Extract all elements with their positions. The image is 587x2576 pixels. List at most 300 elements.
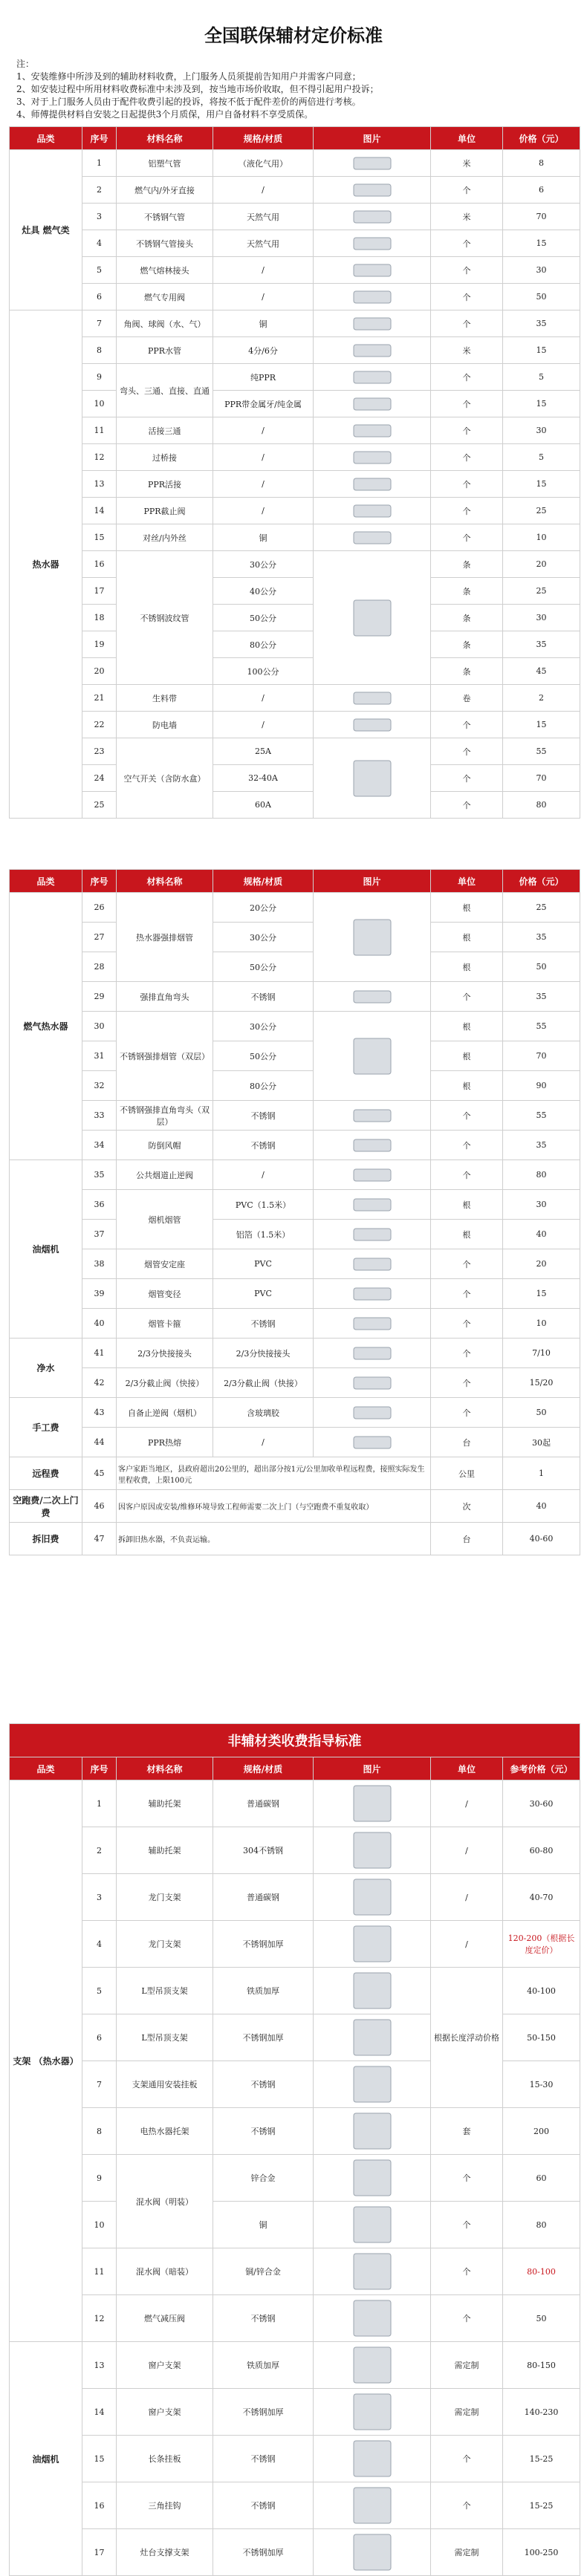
table-row xyxy=(10,1220,580,1249)
column-header: 规格/材质 xyxy=(213,127,314,150)
material-photo-icon xyxy=(343,1404,401,1422)
unit: 个 xyxy=(431,524,503,551)
unit: 卷 xyxy=(431,685,503,712)
material-name: 防倒风帽 xyxy=(117,1131,213,1160)
price: 60 xyxy=(503,2155,580,2202)
row-number: 7 xyxy=(82,2061,117,2108)
price: 80-100 xyxy=(503,2248,580,2295)
price: 45 xyxy=(503,658,580,685)
row-number: 44 xyxy=(82,1428,117,1457)
table-row xyxy=(10,391,580,417)
material-name: 角阀、球阀（水、气） xyxy=(117,310,213,337)
image-cell xyxy=(314,2529,431,2576)
material-spec: / xyxy=(213,444,314,471)
image-cell xyxy=(314,2342,431,2389)
row-number: 4 xyxy=(82,1921,117,1968)
price: 50 xyxy=(503,1398,580,1428)
table-row xyxy=(10,893,580,923)
material-spec: 4分/6分 xyxy=(213,337,314,364)
nipple-icon xyxy=(343,529,401,547)
image-cell xyxy=(314,712,431,738)
table-row xyxy=(10,2342,580,2389)
table-row xyxy=(10,1339,580,1368)
price: 15/20 xyxy=(503,1368,580,1398)
price: 50 xyxy=(503,952,580,982)
yellow-hose-icon xyxy=(343,155,401,172)
table-row xyxy=(10,2202,580,2248)
unit: 个 xyxy=(431,1131,503,1160)
anti-shock-icon xyxy=(343,716,401,734)
bridge-icon xyxy=(343,449,401,466)
row-number: 20 xyxy=(82,658,117,685)
material-spec: 80公分 xyxy=(213,1071,314,1101)
row-number: 40 xyxy=(82,1309,117,1339)
table-row xyxy=(10,551,580,578)
category-cell: 空跑费/二次上门费 xyxy=(10,1490,82,1523)
table-header-row xyxy=(10,127,580,150)
image-cell xyxy=(314,257,431,284)
row-number: 4 xyxy=(82,230,117,257)
material-spec: / xyxy=(213,498,314,524)
product-photo-icon xyxy=(343,2436,401,2481)
unit: 根 xyxy=(431,1071,503,1101)
material-spec: / xyxy=(213,471,314,498)
column-header: 规格/材质 xyxy=(213,870,314,893)
breaker-icon xyxy=(343,756,401,801)
price: 10 xyxy=(503,524,580,551)
row-number: 14 xyxy=(82,2389,117,2436)
category-cell: 燃气热水器 xyxy=(10,893,82,1160)
row-number: 8 xyxy=(82,337,117,364)
image-cell xyxy=(314,471,431,498)
price: 15 xyxy=(503,391,580,417)
material-name: 热水器强排烟管 xyxy=(117,893,213,982)
table-row xyxy=(10,1160,580,1190)
material-spec: （液化气用） xyxy=(213,150,314,177)
material-spec: 不锈钢 xyxy=(213,2482,314,2529)
ppr-pipe-icon xyxy=(343,342,401,360)
material-name: 强排直角弯头 xyxy=(117,982,213,1012)
row-number: 31 xyxy=(82,1041,117,1071)
price: 40 xyxy=(503,1220,580,1249)
unit: 个 xyxy=(431,792,503,819)
product-photo-icon xyxy=(343,1875,401,1919)
unit: 个 xyxy=(431,1101,503,1131)
table-row xyxy=(10,310,580,337)
material-spec: 50公分 xyxy=(213,952,314,982)
price: 100-250 xyxy=(503,2529,580,2576)
table-row xyxy=(10,952,580,982)
material-name: 自备止逆阀（烟机） xyxy=(117,1398,213,1428)
table-row xyxy=(10,1041,580,1071)
column-header: 品类 xyxy=(10,1757,82,1780)
row-number: 5 xyxy=(82,1968,117,2014)
column-header: 材料名称 xyxy=(117,127,213,150)
price: 15 xyxy=(503,1279,580,1309)
unit: / xyxy=(431,1827,503,1874)
price: 6 xyxy=(503,177,580,204)
price: 55 xyxy=(503,738,580,765)
table-row xyxy=(10,1921,580,1968)
price: 40 xyxy=(503,1490,580,1523)
material-spec: 100公分 xyxy=(213,658,314,685)
image-cell xyxy=(314,498,431,524)
aux-material-table-2 xyxy=(9,869,580,1555)
table-row xyxy=(10,257,580,284)
material-photo-icon xyxy=(343,1315,401,1333)
material-spec: 20公分 xyxy=(213,893,314,923)
unit: 个 xyxy=(431,1160,503,1190)
unit: 需定制 xyxy=(431,2342,503,2389)
material-spec: 80公分 xyxy=(213,631,314,658)
material-spec: 不锈钢 xyxy=(213,2295,314,2342)
column-header: 参考价格（元） xyxy=(503,1757,580,1780)
material-name: 活接三通 xyxy=(117,417,213,444)
brass-fitting-icon xyxy=(343,181,401,199)
category-cell: 净水 xyxy=(10,1339,82,1398)
pipe-joint-icon xyxy=(343,235,401,253)
unit: 个 xyxy=(431,1309,503,1339)
price: 15 xyxy=(503,712,580,738)
column-header: 价格（元） xyxy=(503,127,580,150)
row-number: 15 xyxy=(82,2436,117,2482)
material-spec: 天然气用 xyxy=(213,230,314,257)
material-spec: 50公分 xyxy=(213,605,314,631)
table-row xyxy=(10,1012,580,1041)
row-number: 27 xyxy=(82,923,117,952)
price: 30起 xyxy=(503,1428,580,1457)
unit: 个 xyxy=(431,2436,503,2482)
image-cell xyxy=(314,1131,431,1160)
table-row xyxy=(10,1190,580,1220)
unit: 次 xyxy=(431,1490,503,1523)
row-number: 34 xyxy=(82,1131,117,1160)
material-name: 2/3分截止阀（快接） xyxy=(117,1368,213,1398)
material-name: 灶台支撑支架 xyxy=(117,2529,213,2576)
material-name: 不锈钢波纹管 xyxy=(117,551,213,685)
price: 20 xyxy=(503,1249,580,1279)
price: 15-25 xyxy=(503,2436,580,2482)
tee-icon xyxy=(343,422,401,440)
price: 40-70 xyxy=(503,1874,580,1921)
image-cell xyxy=(314,738,431,819)
table-row xyxy=(10,1249,580,1279)
row-number: 32 xyxy=(82,1071,117,1101)
unit: 个 xyxy=(431,230,503,257)
material-name: 烟管变径 xyxy=(117,1279,213,1309)
row-number: 47 xyxy=(82,1523,117,1555)
table-banner: 非辅材类收费指导标准 xyxy=(10,1724,580,1757)
notes xyxy=(16,58,566,121)
unit: / xyxy=(431,1780,503,1827)
material-name: 公共烟道止逆阀 xyxy=(117,1160,213,1190)
material-spec: 30公分 xyxy=(213,1012,314,1041)
table-row xyxy=(10,2155,580,2202)
table-row xyxy=(10,1131,580,1160)
material-spec: 304不锈钢 xyxy=(213,1827,314,1874)
material-spec: 30公分 xyxy=(213,551,314,578)
row-number: 29 xyxy=(82,982,117,1012)
material-spec: 40公分 xyxy=(213,578,314,605)
row-number: 30 xyxy=(82,1012,117,1041)
image-cell xyxy=(314,2202,431,2248)
row-number: 17 xyxy=(82,2529,117,2576)
image-cell xyxy=(314,177,431,204)
material-name: 窗户支架 xyxy=(117,2389,213,2436)
unit: 根 xyxy=(431,923,503,952)
unit: / xyxy=(431,1921,503,1968)
unit: 个 xyxy=(431,1249,503,1279)
image-cell xyxy=(314,1190,431,1220)
price: 35 xyxy=(503,1131,580,1160)
fee-description: 因客户原因或安装/维修环境导致工程师需要二次上门（与空跑费不重复收取） xyxy=(117,1490,431,1523)
table-row xyxy=(10,2248,580,2295)
table-row xyxy=(10,1398,580,1428)
material-name: 烟管安定座 xyxy=(117,1249,213,1279)
material-name: 辅助托架 xyxy=(117,1827,213,1874)
image-cell xyxy=(314,230,431,257)
material-name: 龙门支架 xyxy=(117,1921,213,1968)
material-name: 不锈钢气管 xyxy=(117,204,213,230)
unit: 公里 xyxy=(431,1457,503,1490)
image-cell xyxy=(314,685,431,712)
table-row xyxy=(10,1874,580,1921)
image-cell xyxy=(314,444,431,471)
category-cell: 热水器 xyxy=(10,310,82,819)
price: 25 xyxy=(503,498,580,524)
table-row xyxy=(10,2482,580,2529)
price: 90 xyxy=(503,1071,580,1101)
unit: 个 xyxy=(431,310,503,337)
material-name: 空气开关（含防水盒） xyxy=(117,738,213,819)
material-photo-icon xyxy=(343,1255,401,1273)
image-cell xyxy=(314,337,431,364)
image-cell xyxy=(314,2155,431,2202)
page-title: 全国联保辅材定价标准 xyxy=(204,25,383,46)
image-cell xyxy=(314,2014,431,2061)
material-spec: 普通碳钢 xyxy=(213,1780,314,1827)
image-cell xyxy=(314,310,431,337)
material-photo-icon xyxy=(343,1285,401,1303)
material-spec: 25A xyxy=(213,738,314,765)
material-name: 龙门支架 xyxy=(117,1874,213,1921)
material-spec: 不锈钢 xyxy=(213,1309,314,1339)
row-number: 23 xyxy=(82,738,117,765)
price: 35 xyxy=(503,982,580,1012)
table-row xyxy=(10,982,580,1012)
row-number: 5 xyxy=(82,257,117,284)
unit: 个 xyxy=(431,364,503,391)
row-number: 18 xyxy=(82,605,117,631)
row-number: 12 xyxy=(82,2295,117,2342)
material-spec: PPR带金属牙/纯金属 xyxy=(213,391,314,417)
price: 30 xyxy=(503,257,580,284)
image-cell xyxy=(314,364,431,391)
price: 25 xyxy=(503,893,580,923)
unit: 根 xyxy=(431,1190,503,1220)
image-cell xyxy=(314,1279,431,1309)
price: 2 xyxy=(503,685,580,712)
table-header-row xyxy=(10,1757,580,1780)
table-row xyxy=(10,1279,580,1309)
unit: 个 xyxy=(431,982,503,1012)
price: 15-25 xyxy=(503,2482,580,2529)
product-photo-icon xyxy=(343,1922,401,1966)
material-name: 燃气专用阀 xyxy=(117,284,213,310)
image-cell xyxy=(314,1968,431,2014)
image-cell xyxy=(314,1101,431,1131)
unit: 个 xyxy=(431,2482,503,2529)
unit: 根 xyxy=(431,893,503,923)
row-number: 19 xyxy=(82,631,117,658)
row-number: 3 xyxy=(82,204,117,230)
image-cell xyxy=(314,2389,431,2436)
image-cell xyxy=(314,1012,431,1101)
row-number: 13 xyxy=(82,2342,117,2389)
tape-icon xyxy=(343,689,401,707)
product-photo-icon xyxy=(343,1781,401,1826)
material-photo-icon xyxy=(343,1374,401,1392)
material-spec: 不锈钢 xyxy=(213,2436,314,2482)
category-cell: 远程费 xyxy=(10,1457,82,1490)
material-name: 不锈钢强排烟管（双层） xyxy=(117,1012,213,1101)
material-name: 烟机烟管 xyxy=(117,1190,213,1249)
material-spec: / xyxy=(213,284,314,310)
unit: 个 xyxy=(431,417,503,444)
material-spec: 含玻璃胶 xyxy=(213,1398,314,1428)
unit: 根 xyxy=(431,1012,503,1041)
unit: / xyxy=(431,1874,503,1921)
table-row xyxy=(10,1428,580,1457)
price: 60-80 xyxy=(503,1827,580,1874)
row-number: 16 xyxy=(82,551,117,578)
price: 7/10 xyxy=(503,1339,580,1368)
row-number: 14 xyxy=(82,498,117,524)
material-name: PPR截止阀 xyxy=(117,498,213,524)
material-spec: 不锈钢加厚 xyxy=(213,2389,314,2436)
table-row xyxy=(10,1457,580,1490)
row-number: 11 xyxy=(82,417,117,444)
material-spec: 不锈钢 xyxy=(213,1101,314,1131)
flue-pipe-icon xyxy=(343,915,401,960)
image-cell xyxy=(314,284,431,310)
material-name: 长条挂板 xyxy=(117,2436,213,2482)
table-row xyxy=(10,284,580,310)
image-cell xyxy=(314,1339,431,1368)
material-spec: PVC xyxy=(213,1279,314,1309)
material-spec: 32-40A xyxy=(213,765,314,792)
unit: 条 xyxy=(431,578,503,605)
row-number: 24 xyxy=(82,765,117,792)
note-line: 2、如安装过程中所用材料收费标准中未涉及到，按当地市场价收取，但不得引起用户投诉； xyxy=(16,84,379,94)
price: 40-60 xyxy=(503,1523,580,1555)
price: 70 xyxy=(503,1041,580,1071)
price: 30-60 xyxy=(503,1780,580,1827)
price: 50 xyxy=(503,284,580,310)
image-cell xyxy=(314,204,431,230)
material-spec: / xyxy=(213,712,314,738)
material-name: 对丝/内外丝 xyxy=(117,524,213,551)
row-number: 35 xyxy=(82,1160,117,1190)
table-row xyxy=(10,444,580,471)
unit: 个 xyxy=(431,2295,503,2342)
material-name: 过桥接 xyxy=(117,444,213,471)
row-number: 43 xyxy=(82,1398,117,1428)
material-spec: 普通碳钢 xyxy=(213,1874,314,1921)
row-number: 10 xyxy=(82,2202,117,2248)
row-number: 45 xyxy=(82,1457,117,1490)
table-row xyxy=(10,923,580,952)
material-name: 支架通用安装挂板 xyxy=(117,2061,213,2108)
material-spec: 50公分 xyxy=(213,1041,314,1071)
table-row xyxy=(10,1101,580,1131)
product-photo-icon xyxy=(343,2249,401,2294)
unit: 个 xyxy=(431,712,503,738)
column-header: 图片 xyxy=(314,127,431,150)
table-row xyxy=(10,605,580,631)
unit: 根 xyxy=(431,1220,503,1249)
row-number: 15 xyxy=(82,524,117,551)
price: 50-150 xyxy=(503,2014,580,2061)
material-spec: 纯PPR xyxy=(213,364,314,391)
unit: 米 xyxy=(431,150,503,177)
unit: 条 xyxy=(431,605,503,631)
unit: 根 xyxy=(431,1041,503,1071)
material-photo-icon xyxy=(343,1136,401,1154)
row-number: 2 xyxy=(82,1827,117,1874)
category-cell: 灶具 燃气类 xyxy=(10,150,82,310)
image-cell xyxy=(314,1827,431,1874)
table-row xyxy=(10,685,580,712)
material-photo-icon xyxy=(343,1107,401,1125)
row-number: 17 xyxy=(82,578,117,605)
image-cell xyxy=(314,2295,431,2342)
unit: 个 xyxy=(431,1339,503,1368)
product-photo-icon xyxy=(343,2296,401,2341)
material-spec: PVC（1.5米） xyxy=(213,1190,314,1220)
price: 15 xyxy=(503,337,580,364)
row-number: 26 xyxy=(82,893,117,923)
product-photo-icon xyxy=(343,2390,401,2434)
category-cell: 油烟机 xyxy=(10,1160,82,1339)
unit: 个 xyxy=(431,765,503,792)
material-spec: 铝箔（1.5米） xyxy=(213,1220,314,1249)
row-number: 42 xyxy=(82,1368,117,1398)
table-row xyxy=(10,1368,580,1398)
image-cell xyxy=(314,2248,431,2295)
price: 15 xyxy=(503,230,580,257)
price: 20 xyxy=(503,551,580,578)
unit: 条 xyxy=(431,658,503,685)
row-number: 41 xyxy=(82,1339,117,1368)
unit: 个 xyxy=(431,284,503,310)
price: 80 xyxy=(503,2202,580,2248)
price: 80 xyxy=(503,1160,580,1190)
row-number: 38 xyxy=(82,1249,117,1279)
price: 140-230 xyxy=(503,2389,580,2436)
table-row xyxy=(10,230,580,257)
price: 200 xyxy=(503,2108,580,2155)
price: 55 xyxy=(503,1012,580,1041)
row-number: 2 xyxy=(82,177,117,204)
elbow-icon xyxy=(343,368,401,386)
table-row xyxy=(10,2295,580,2342)
row-number: 46 xyxy=(82,1490,117,1523)
material-photo-icon xyxy=(343,1344,401,1362)
table-row xyxy=(10,631,580,658)
material-spec: / xyxy=(213,177,314,204)
gas-pipe-icon xyxy=(343,208,401,226)
